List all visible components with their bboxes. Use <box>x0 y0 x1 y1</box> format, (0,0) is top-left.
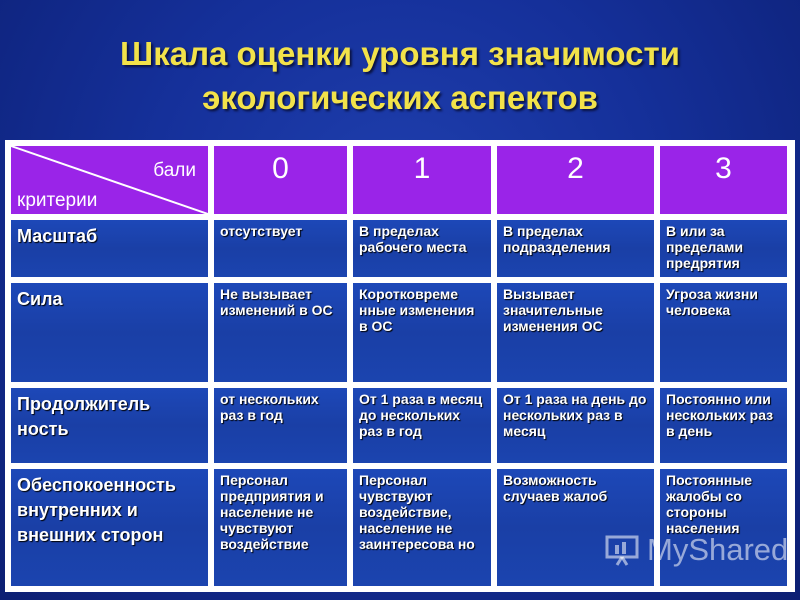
table-cell: Постоянные жалобы со стороны населения <box>660 469 787 586</box>
table-cell: От 1 раза в месяц до нескольких раз в год <box>353 388 491 463</box>
table-cell: Персонал предприятия и население не чувствуют воздействие <box>214 469 347 586</box>
table-corner-cell <box>11 146 208 214</box>
criterion-strength: Сила <box>11 283 208 382</box>
criterion-concern: Обеспокоенность внутренних и внешних сторон <box>11 469 208 586</box>
table-cell: Вызывает значительные изменения ОС <box>497 283 654 382</box>
table-cell: Персонал чувствуют воздействие, население не заинтересова но <box>353 469 491 586</box>
slide-title <box>0 32 800 120</box>
table-cell: отсутствует <box>214 220 347 277</box>
table-cell: В или за пределами предрятия <box>660 220 787 277</box>
criterion-duration: Продолжитель ность <box>11 388 208 463</box>
corner-label-criteria: критерии <box>17 190 98 211</box>
table-cell: В пределах рабочего места <box>353 220 491 277</box>
watermark <box>605 532 788 568</box>
title-line-2: экологических аспектов <box>202 79 598 116</box>
header-score-1: 1 <box>353 146 491 214</box>
criterion-scale: Масштаб <box>11 220 208 277</box>
table-cell: Коротковреме нные изменения в ОС <box>353 283 491 382</box>
presentation-icon <box>605 534 641 566</box>
table-cell: от нескольких раз в год <box>214 388 347 463</box>
table-cell: Угроза жизни человека <box>660 283 787 382</box>
table-cell: Постоянно или нескольких раз в день <box>660 388 787 463</box>
table-cell: Не вызывает изменений в ОС <box>214 283 347 382</box>
header-score-2: 2 <box>497 146 654 214</box>
header-score-0: 0 <box>214 146 347 214</box>
corner-label-scores: бали <box>153 160 196 181</box>
header-score-3: 3 <box>660 146 787 214</box>
table-cell: От 1 раза на день до нескольких раз в месяц <box>497 388 654 463</box>
table-cell: В пределах подразделения <box>497 220 654 277</box>
watermark-text: MyShared <box>647 532 789 567</box>
assessment-table <box>5 140 795 592</box>
title-line-1: Шкала оценки уровня значимости <box>120 35 680 72</box>
table-cell: Возможность случаев жалоб <box>497 469 654 586</box>
